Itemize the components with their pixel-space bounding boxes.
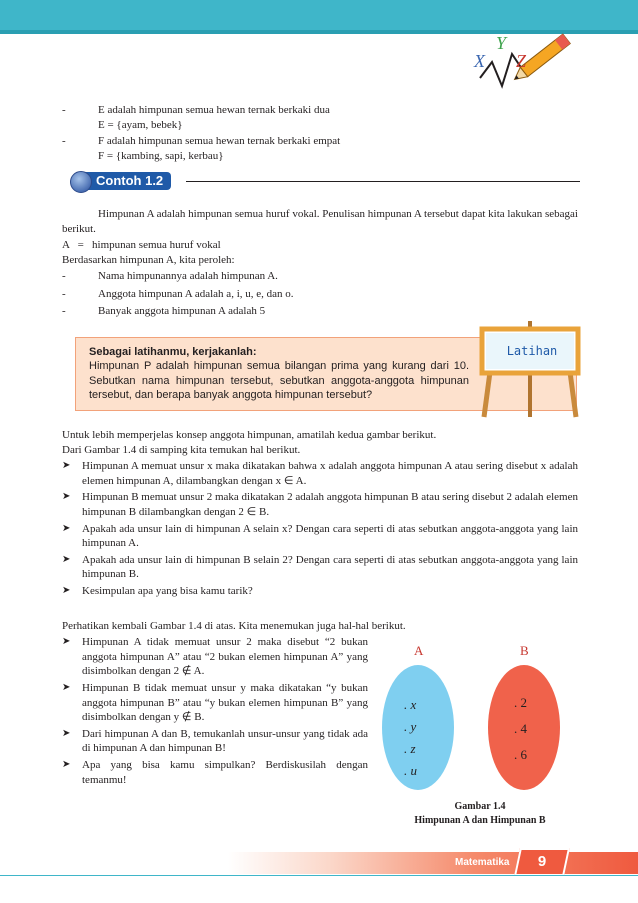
set-b-element: . 6: [514, 747, 527, 762]
latihan-sign-label: Latihan: [506, 344, 558, 358]
easel-icon: [476, 317, 584, 419]
dash-marker: -: [62, 270, 66, 282]
list-item-main: F adalah himpunan semua hewan ternak berkaki empat: [98, 135, 341, 148]
list-item: [62, 584, 578, 599]
list-item: [62, 727, 368, 756]
arrow-bullet-icon: ➤: [62, 585, 71, 596]
set-statement: A = himpunan semua huruf vokal: [62, 239, 221, 251]
list-item: [62, 269, 577, 284]
xyz-pencil-logo: [462, 28, 592, 94]
intro-paragraph: Himpunan A adalah himpunan semua huruf vokal. Penulisan himpunan A tersebut dapat kita lakukan sebagai berikut.: [62, 208, 578, 235]
heading-rule: [186, 181, 580, 182]
arrow-bullet-icon: ➤: [62, 727, 71, 739]
caption-title: Himpunan A dan Himpunan B: [414, 815, 546, 826]
section2-lead: Dari Gambar 1.4 di samping kita temukan hal berikut.: [62, 444, 301, 456]
section3-list: [62, 635, 368, 787]
exercise-text: [89, 345, 469, 402]
list-item: [62, 459, 578, 488]
set-a-element: . y: [404, 719, 417, 734]
set-a-element: . z: [404, 741, 416, 756]
arrow-bullet-icon: ➤: [62, 460, 71, 471]
dash-marker: -: [62, 287, 66, 300]
section3-paragraph: Perhatikan kembali Gambar 1.4 di atas. Kita menemukan juga hal-hal berikut.: [62, 620, 406, 632]
logo-letter-x: X: [474, 51, 485, 71]
arrow-bullet-icon: ➤: [62, 522, 71, 534]
exercise-body: Himpunan P adalah himpunan semua bilangan prima yang kurang dari 10. Sebutkan nama himpunan tersebut, sebutkan anggota-anggota himpunan tersebut, dan berapa banyak anggota himpunan tersebut?: [89, 360, 469, 401]
list-item-text: Nama himpunannya adalah himpunan A.: [98, 270, 278, 282]
contoh-heading: [62, 171, 580, 193]
list-item: [62, 522, 578, 551]
footer-rule: [0, 875, 638, 876]
logo-letter-y: Y: [496, 33, 507, 53]
easel-latihan-icon: [476, 317, 584, 419]
list-item-text: Dari himpunan A dan B, temukanlah unsur-unsur yang tidak ada di himpunan A dan himpunan B!: [82, 727, 368, 755]
set-properties-list: [62, 269, 577, 319]
globe-icon: [70, 171, 92, 193]
arrow-bullet-icon: ➤: [62, 636, 71, 647]
list-item-text: Himpunan A tidak memuat unsur 2 maka disebut “2 bukan anggota himpunan A” atau “2 bukan elemen himpunan A” yang disimbolkan dengan 2 ∉ A.: [82, 636, 368, 678]
dash-marker: -: [62, 104, 66, 116]
arrow-bullet-icon: ➤: [62, 491, 71, 503]
figure-caption: [380, 800, 580, 828]
logo-letter-z: Z: [516, 51, 527, 71]
list-item-main: E adalah himpunan semua hewan ternak berkaki dua: [98, 104, 330, 116]
list-item: [62, 134, 577, 163]
set-a-element: . u: [404, 763, 417, 778]
list-item: [62, 103, 577, 132]
footer-subject: Matematika: [455, 857, 510, 868]
arrow-bullet-icon: ➤: [62, 681, 71, 693]
list-item-text: Apakah ada unsur lain di himpunan B selain 2? Dengan cara seperti di atas sebutkan anggota-anggota yang lain himpunan B.: [82, 553, 578, 581]
arrow-bullet-icon: ➤: [62, 553, 71, 565]
venn-diagram: [380, 640, 580, 800]
set-b-element: . 2: [514, 695, 527, 710]
list-item-text: Himpunan A memuat unsur x maka dikatakan bahwa x adalah anggota himpunan A atau sering disebut x adalah elemen himpunan A, dilambangkan dengan x ∈ A.: [82, 460, 578, 487]
list-item-sub: E = {ayam, bebek}: [98, 118, 183, 131]
set-b-element: . 4: [514, 721, 527, 736]
contoh-label: Contoh 1.2: [84, 172, 171, 190]
list-item-text: Kesimpulan apa yang bisa kamu tarik?: [82, 585, 253, 597]
footer-band: [228, 852, 638, 874]
list-item: [62, 490, 578, 519]
page-number: 9: [537, 853, 547, 870]
set-a-label: A: [414, 643, 424, 658]
caption-number: Gambar 1.4: [454, 801, 506, 812]
list-item-text: Apa yang bisa kamu simpulkan? Berdiskusilah dengan temanmu!: [82, 759, 368, 786]
section2-list: [62, 459, 578, 599]
arrow-bullet-icon: ➤: [62, 759, 71, 770]
list-item-text: Apakah ada unsur lain di himpunan A selain x? Dengan cara seperti di atas sebutkan anggota-anggota yang lain himpunan A.: [82, 522, 578, 550]
list-item: [62, 758, 368, 787]
list-item-text: Himpunan B tidak memuat unsur y maka dikatakan “y bukan anggota himpunan B” atau “y bukan elemen himpunan B” yang disimbolkan dengan y ∉ B.: [82, 681, 368, 724]
exercise-title: Sebagai latihanmu, kerjakanlah:: [89, 346, 257, 358]
list-item-text: Anggota himpunan A adalah a, i, u, e, dan o.: [98, 287, 294, 300]
section2-paragraph: Untuk lebih memperjelas konsep anggota himpunan, amatilah kedua gambar berikut.: [62, 429, 437, 441]
list-item: [62, 553, 578, 582]
list-item: [62, 681, 368, 725]
set-a-oval: [382, 665, 454, 790]
list-item-text: Himpunan B memuat unsur 2 maka dikatakan 2 adalah anggota himpunan B atau sering disebut 2 adalah elemen himpunan B dilambangkan dengan 2 ∈ B.: [82, 491, 578, 518]
dash-marker: -: [62, 305, 66, 318]
set-b-label: B: [520, 643, 529, 658]
set-definition-list: [62, 103, 577, 164]
intro-lead: Berdasarkan himpunan A, kita peroleh:: [62, 254, 235, 266]
list-item-text: Banyak anggota himpunan A adalah 5: [98, 305, 266, 318]
list-item-sub: F = {kambing, sapi, kerbau}: [98, 149, 224, 162]
list-item: [62, 287, 577, 302]
set-a-element: . x: [404, 697, 417, 712]
list-item: [62, 635, 368, 679]
dash-marker: -: [62, 135, 66, 148]
